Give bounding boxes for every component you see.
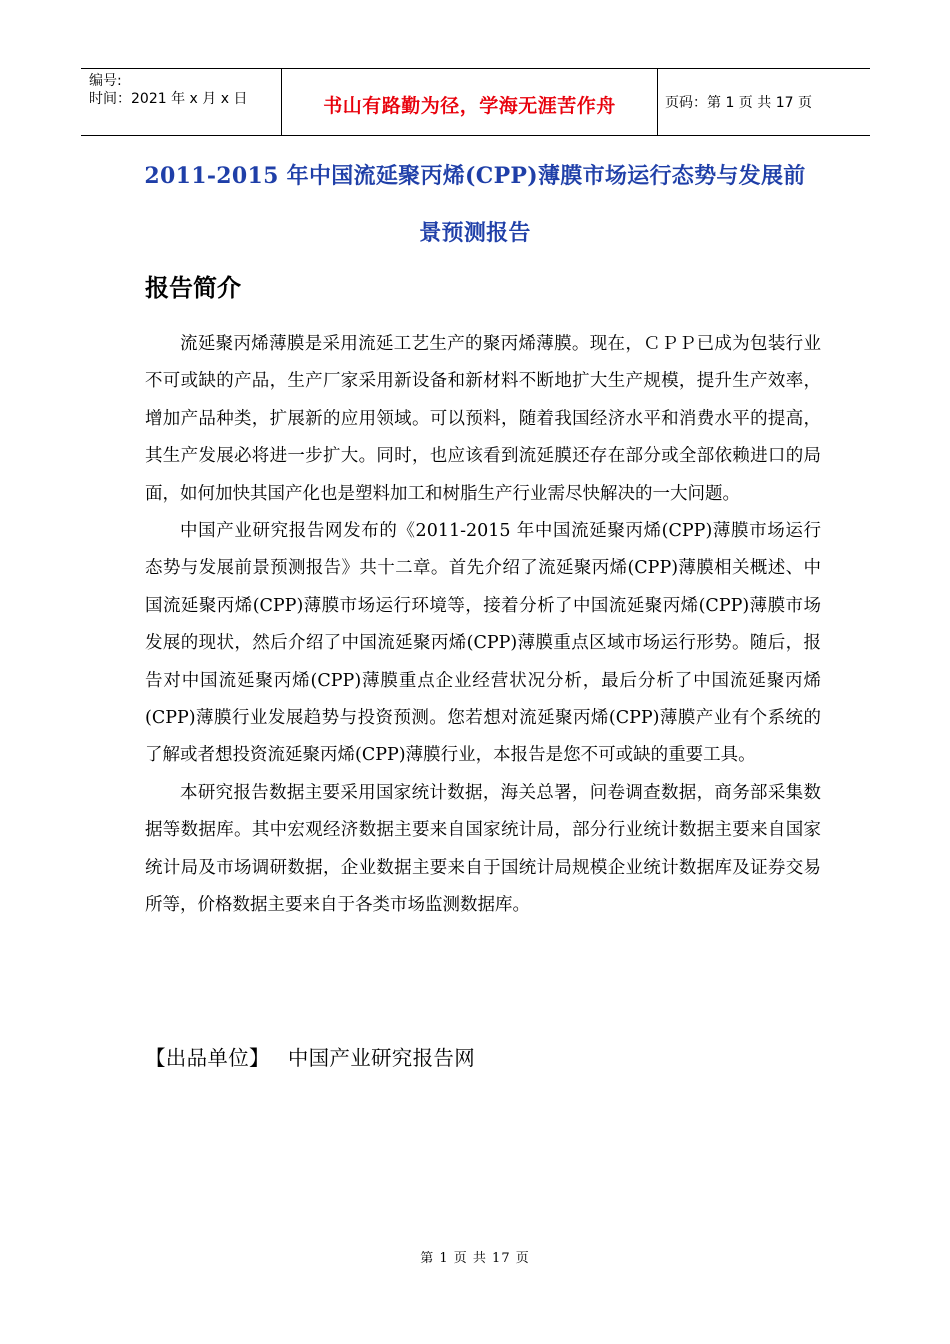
header-motto: 书山有路勤为径，学海无涯苦作舟 [323,94,616,117]
report-title-line-1: 2011-2015 年中国流延聚丙烯(CPP)薄膜市场运行态势与发展前 [144,163,806,189]
paragraph-overview: 中国产业研究报告网发布的《2011-2015 年中国流延聚丙烯(CPP)薄膜市场运行态势与发展前景预测报告》共十二章。首先介绍了流延聚丙烯(CPP)薄膜相关概述、中国流延聚丙烯(CPP)薄膜市场运行环境等，接着分析了中国流延聚丙烯(CPP)薄膜市场发展的现状，然后介绍了中国流延聚丙烯(CPP)薄膜重点区域市场运行形势。随后，报告对中国流延聚丙烯(CPP)薄膜重点企业经营状况分析，最后分析了中国流延聚丙烯(CPP)薄膜行业发展趋势与投资预测。您若想对流延聚丙烯(CPP)薄膜产业有个系统的了解或者想投资流延聚丙烯(CPP)薄膜行业，本报告是您不可或缺的重要工具。 [145,521,821,766]
document-date: 时间：2021 年 x 月 x 日 [89,91,248,107]
publisher-name: 中国产业研究报告网 [287,1046,476,1070]
paragraph-data-sources: 本研究报告数据主要采用国家统计数据，海关总署，问卷调查数据，商务部采集数据等数据库。其中宏观经济数据主要来自国家统计局，部分行业统计数据主要来自国家统计局及市场调研数据，企业数据主要来自于国统计局规模企业统计数据库及证券交易所等，价格数据主要来自于各类市场监测数据库。 [145,782,821,916]
section-heading: 报告简介 [145,274,241,302]
report-body [145,326,821,925]
document-number-label: 编号: [89,73,122,89]
header-motto-cell [282,69,658,135]
header-meta-cell [81,69,282,135]
header-page-info: 页码：第 1 页 共 17 页 [665,95,812,111]
report-title-line-2: 景预测报告 [419,220,531,246]
header-page-cell [658,69,870,135]
publisher-label: 【出品单位】 [145,1046,270,1070]
page-header [81,68,870,136]
paragraph-intro: 流延聚丙烯薄膜是采用流延工艺生产的聚丙烯薄膜。现在，ＣＰＰ已成为包装行业不可或缺的产品，生产厂家采用新设备和新材料不断地扩大生产规模，提升生产效率，增加产品种类，扩展新的应用领域。可以预料，随着我国经济水平和消费水平的提高，其生产发展必将进一步扩大。同时，也应该看到流延膜还存在部分或全部依赖进口的局面，如何加快其国产化也是塑料加工和树脂生产行业需尽快解决的一大问题。 [145,334,821,504]
publisher-line [145,1041,475,1071]
page-footer: 第 1 页 共 17 页 [420,1251,530,1266]
